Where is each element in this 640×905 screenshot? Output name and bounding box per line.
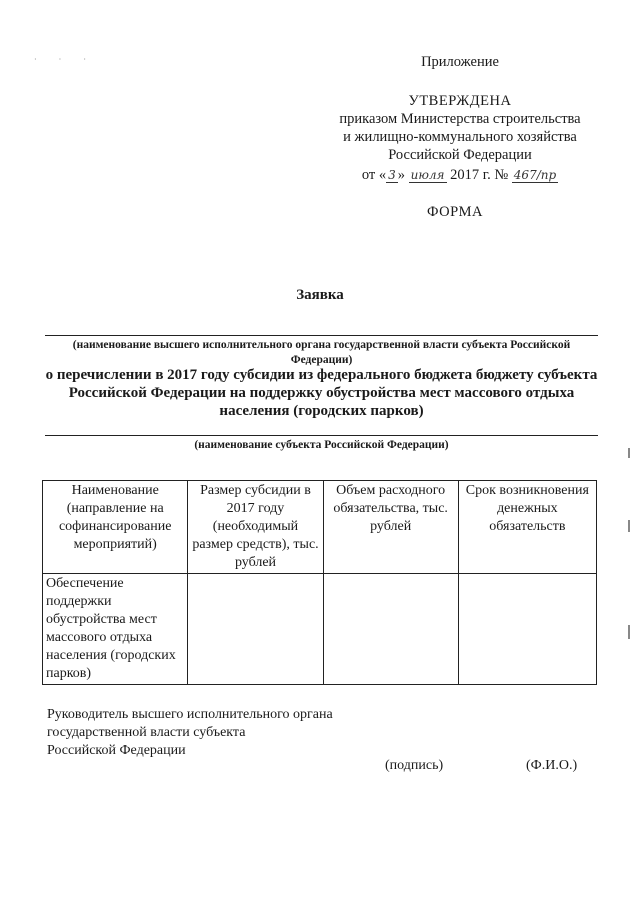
table-row [43,574,597,685]
appendix-label: Приложение [421,54,499,70]
order-date-line [300,166,620,184]
date-prefix: от « [361,167,387,183]
subject-text: о перечислении в 2017 году субсидии из федерального бюджета бюджету субъекта Российской Федерации на поддержку обустройства мест массового отдыха населения (городских парков) [45,367,598,419]
region-caption: (наименование субъекта Российской Федерации) [194,439,449,451]
authority-caption: (наименование высшего исполнительного органа государственной власти субъекта Российской Федерации) [72,339,571,366]
signer-line-1: Руководитель высшего исполнительного органа [47,707,333,722]
header-name: Наименование (направление на софинансирование мероприятий) [43,481,188,574]
cell-name: Обеспечение поддержки обустройства мест массового отдыха населения (городских парков) [43,574,188,685]
date-day: 3 [388,168,396,182]
order-line-1: приказом Министерства строительства [339,111,581,127]
order-number: 467/пр [513,168,557,182]
date-year: 2017 г. № [450,167,509,183]
scan-edge-mark [628,625,630,639]
signature-label: (подпись) [385,758,444,773]
cell-subsidy-size [188,574,323,685]
full-name-label: (Ф.И.О.) [526,758,578,773]
order-line-2: и жилищно-коммунального хозяйства [343,129,577,145]
cell-obligation-volume [323,574,458,685]
header-obligation-term: Срок возникновения денежных обязательств [458,481,596,574]
date-month: июля [410,168,445,182]
form-label: ФОРМА [426,204,484,220]
subsidy-table [42,480,597,685]
header-subsidy-size: Размер субсидии в 2017 году (необходимый размер средств), тыс. рублей [188,481,323,574]
scan-edge-mark [628,520,630,532]
signer-line-2: государственной власти субъекта [47,725,246,740]
document-title: Заявка [296,287,344,303]
order-line-3: Российской Федерации [388,147,532,163]
region-blank-line [45,435,598,436]
cell-obligation-term [458,574,596,685]
approved-label: УТВЕРЖДЕНА [408,93,512,109]
table-header-row [43,481,597,574]
scan-edge-mark [628,448,630,458]
header-obligation-volume: Объем расходного обязательства, тыс. рублей [323,481,458,574]
scan-specks: · · · [34,55,96,64]
signer-line-3: Российской Федерации [47,743,186,758]
date-mid: » [397,167,405,183]
authority-blank-line [45,335,598,336]
